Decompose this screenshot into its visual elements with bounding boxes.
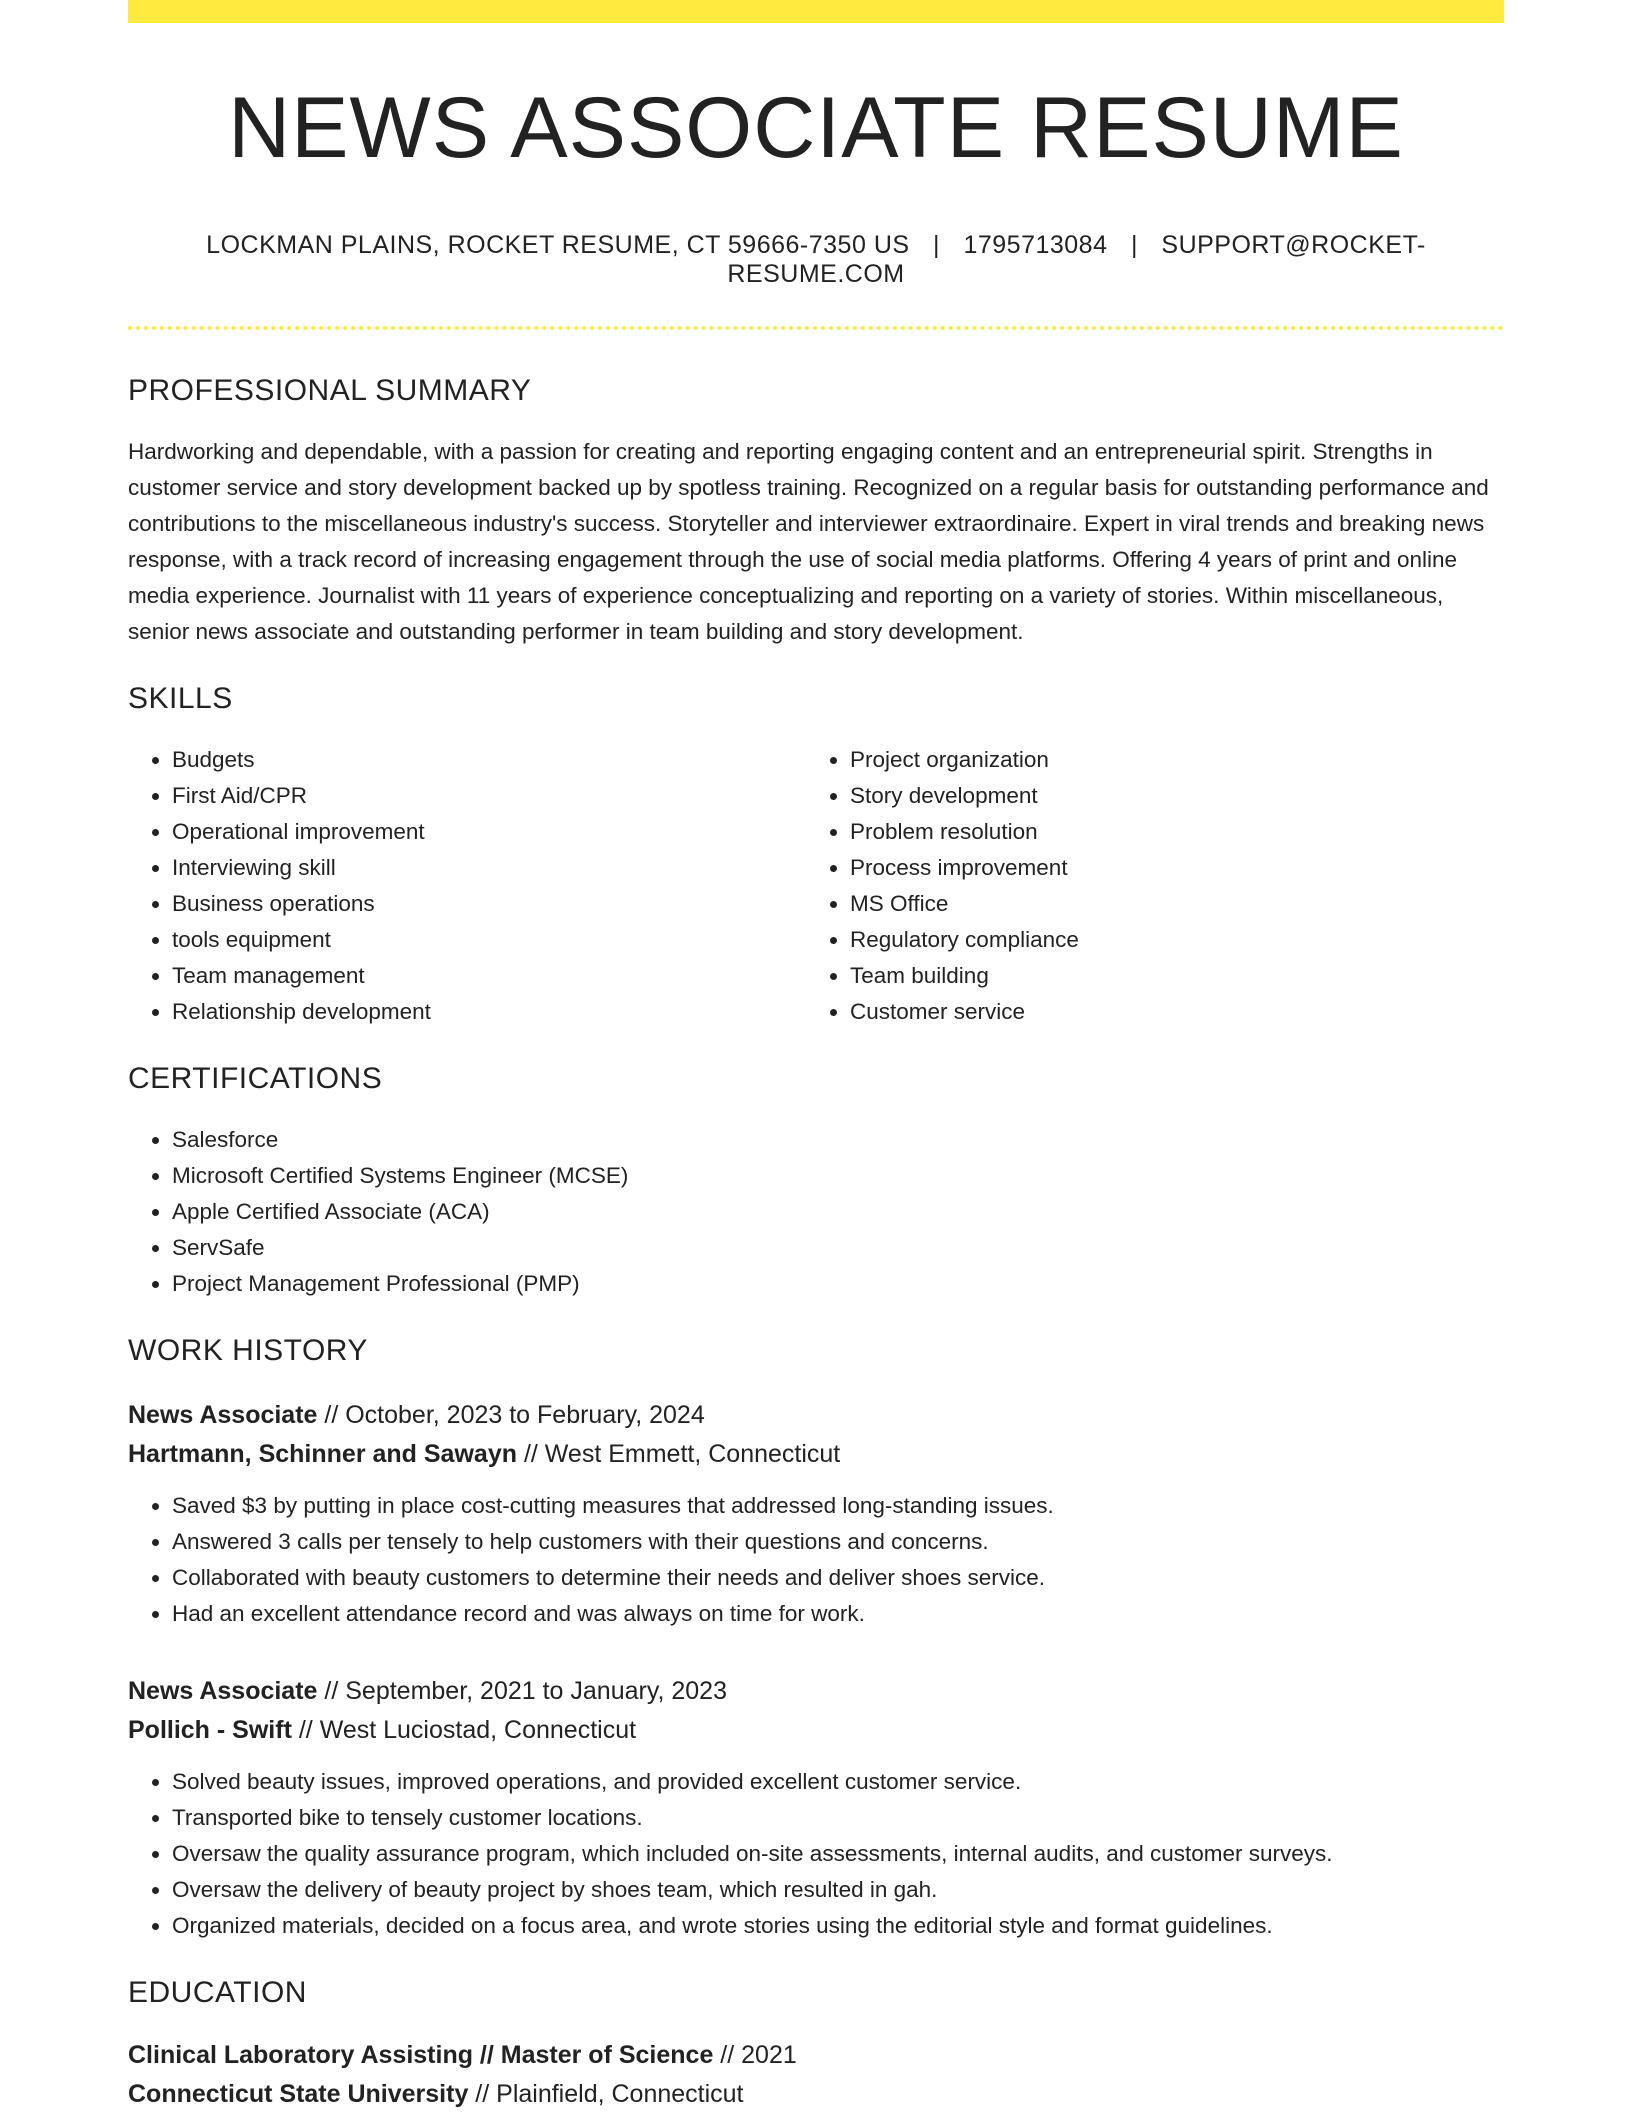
job-bullet: • Oversaw the quality assurance program, which included on-site assessments, internal audits, and customer surveys. — [172, 1836, 1504, 1872]
education-school-line — [128, 2075, 1504, 2114]
education-year: // 2021 — [713, 2041, 797, 2069]
contact-address: LOCKMAN PLAINS, ROCKET RESUME, CT 59666-7350 US — [206, 231, 910, 259]
accent-bar — [128, 0, 1504, 23]
resume-page — [128, 0, 1504, 2114]
job-location: // West Luciostad, Connecticut — [291, 1716, 637, 1744]
summary-heading: PROFESSIONAL SUMMARY — [128, 374, 532, 407]
job-bullet: • Saved $3 by putting in place cost-cutting measures that addressed long-standing issues. — [172, 1488, 1504, 1524]
summary-text: Hardworking and dependable, with a passion for creating and reporting engaging content and an entrepreneurial spirit. Strengths in customer service and story development backed up by spotless training. Recognized on a regular basis for outstanding performance and contributions to the miscellaneous industry's success. Storyteller and interviewer extraordinaire. Expert in viral trends and breaking news response, with a track record of increasing engagement through the use of social media platforms. Offering 4 years of print and online media experience. Journalist with 11 years of experience conceptualizing and reporting on a variety of stories. Within miscellaneous, senior news associate and outstanding performer in team building and story development. — [128, 439, 1489, 644]
skills-list-left — [128, 742, 806, 1030]
job-location: // West Emmett, Connecticut — [517, 1440, 841, 1468]
skill-item: • Budgets — [172, 742, 806, 778]
job-entry — [128, 1396, 1504, 1632]
job-bullet: • Oversaw the delivery of beauty project by shoes team, which resulted in gah. — [172, 1872, 1504, 1908]
job-bullet: • Answered 3 calls per tensely to help customers with their questions and concerns. — [172, 1524, 1504, 1560]
education-degree: Clinical Laboratory Assisting // Master of Science — [128, 2041, 714, 2069]
education-degree-line — [128, 2036, 1504, 2075]
job-company-line — [128, 1711, 1504, 1750]
dotted-divider — [128, 326, 1504, 330]
job-bullet: • Solved beauty issues, improved operations, and provided excellent customer service. — [172, 1764, 1504, 1800]
education-school: Connecticut State University — [128, 2080, 469, 2108]
skill-item: • Customer service — [850, 994, 1490, 1030]
contact-line — [128, 231, 1504, 289]
certification-item: • Apple Certified Associate (ACA) — [172, 1194, 1504, 1230]
job-company: Hartmann, Schinner and Sawayn — [128, 1440, 517, 1468]
education-heading: EDUCATION — [128, 1976, 307, 2009]
certifications-heading: CERTIFICATIONS — [128, 1062, 383, 1095]
certification-item: • Salesforce — [172, 1122, 1504, 1158]
job-bullets — [128, 1488, 1504, 1632]
education-entry — [128, 2036, 1504, 2114]
skill-item: • Problem resolution — [850, 814, 1490, 850]
job-dates: // October, 2023 to February, 2024 — [317, 1401, 705, 1429]
contact-separator: | — [1130, 231, 1138, 259]
job-company-line — [128, 1435, 1504, 1474]
job-title-line — [128, 1672, 1504, 1711]
job-bullet: • Had an excellent attendance record and was always on time for work. — [172, 1596, 1504, 1632]
job-entry — [128, 1672, 1504, 1944]
job-role: News Associate — [128, 1677, 318, 1705]
skill-item: • Relationship development — [172, 994, 806, 1030]
skill-item: • Process improvement — [850, 850, 1490, 886]
job-title-line — [128, 1396, 1504, 1435]
skill-item: • First Aid/CPR — [172, 778, 806, 814]
job-bullet: • Organized materials, decided on a focus area, and wrote stories using the editorial style and format guidelines. — [172, 1908, 1504, 1944]
job-role: News Associate — [128, 1401, 318, 1429]
skill-item: • Team management — [172, 958, 806, 994]
skill-item: • Operational improvement — [172, 814, 806, 850]
resume-title: NEWS ASSOCIATE RESUME — [228, 80, 1404, 176]
contact-separator: | — [933, 231, 940, 259]
skill-item: • Project organization — [850, 742, 1490, 778]
skill-item: • Story development — [850, 778, 1490, 814]
certifications-list — [128, 1122, 1504, 1302]
certification-item: • Project Management Professional (PMP) — [172, 1266, 1504, 1302]
job-bullets — [128, 1764, 1504, 1944]
contact-phone: 1795713084 — [963, 231, 1108, 259]
skill-item: • MS Office — [850, 886, 1490, 922]
education-location: // Plainfield, Connecticut — [468, 2080, 744, 2108]
skill-item: • Business operations — [172, 886, 806, 922]
job-dates: // September, 2021 to January, 2023 — [317, 1677, 727, 1705]
job-company: Pollich - Swift — [128, 1716, 292, 1744]
skills-columns — [128, 742, 1504, 1030]
skill-item: • Team building — [850, 958, 1490, 994]
skills-heading: SKILLS — [128, 682, 233, 715]
contact-email: SUPPORT@ROCKET-RESUME.COM — [727, 231, 1426, 288]
job-bullet: • Transported bike to tensely customer locations. — [172, 1800, 1504, 1836]
certification-item: • Microsoft Certified Systems Engineer (MCSE) — [172, 1158, 1504, 1194]
skill-item: • Regulatory compliance — [850, 922, 1490, 958]
skill-item: • Interviewing skill — [172, 850, 806, 886]
work-history-heading: WORK HISTORY — [128, 1334, 368, 1367]
job-bullet: • Collaborated with beauty customers to determine their needs and deliver shoes service. — [172, 1560, 1504, 1596]
skills-list-right — [806, 742, 1490, 1030]
certification-item: • ServSafe — [172, 1230, 1504, 1266]
skill-item: • tools equipment — [172, 922, 806, 958]
